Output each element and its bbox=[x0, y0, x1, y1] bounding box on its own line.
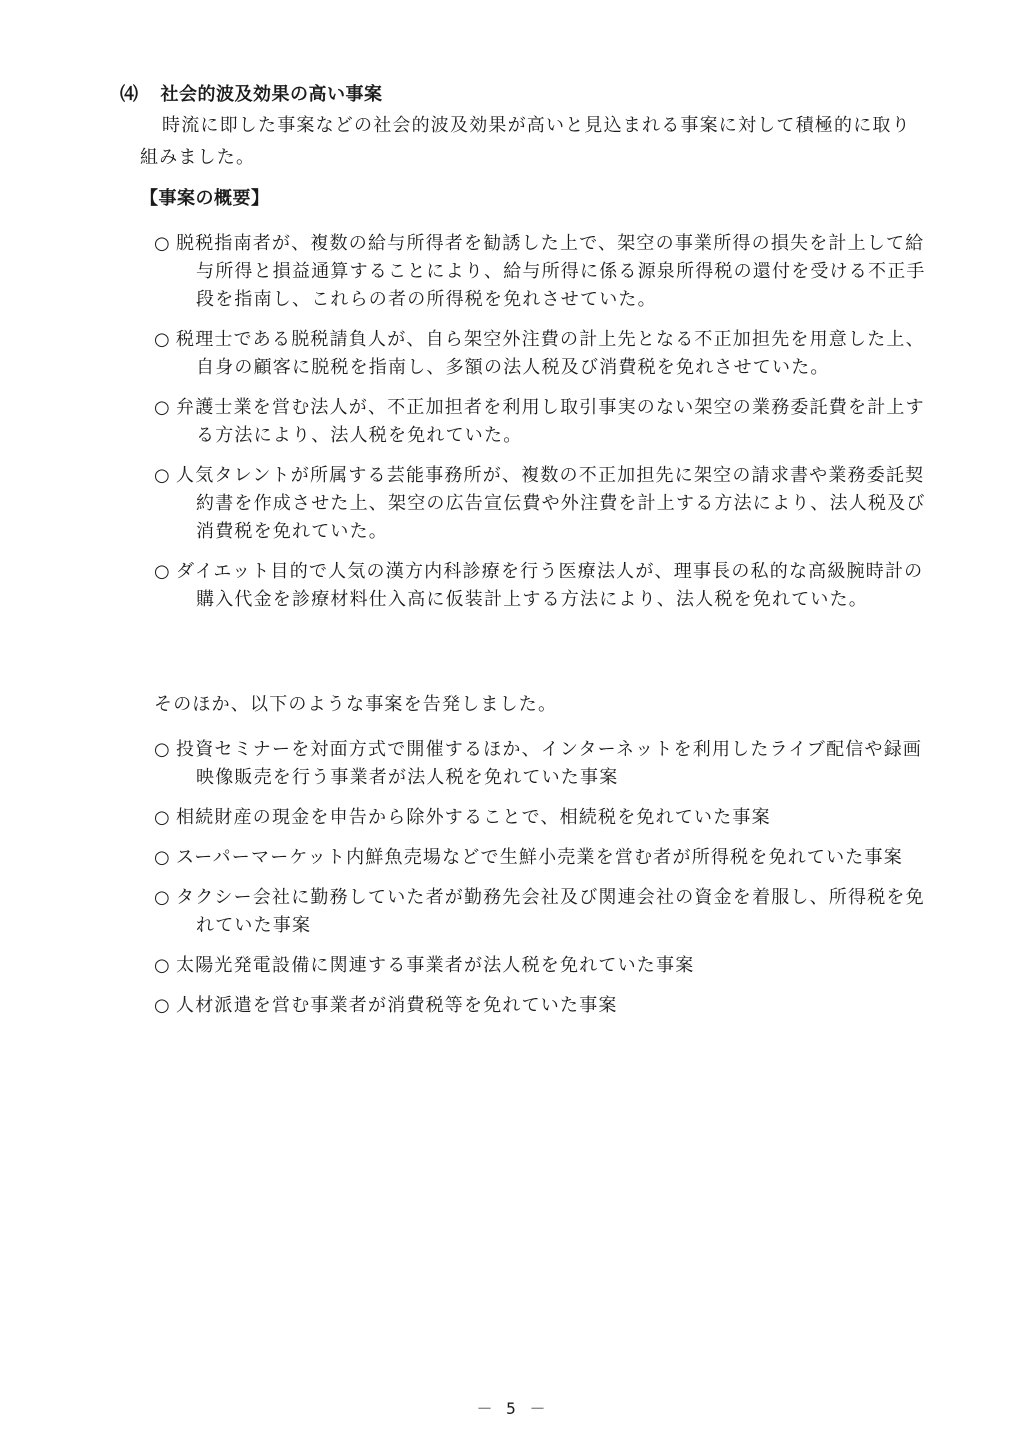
section-title: 社会的波及効果の高い事案 bbox=[160, 84, 383, 105]
list-item bbox=[154, 462, 926, 546]
bullet-circle: ○ bbox=[154, 329, 171, 350]
list-item-text: ダイエット目的で人気の漢方内科診療を行う医療法人が、理事長の私的な高級腕時計の購入代金を診療材料仕入高に仮装計上する方法により、法人税を免れていた。 bbox=[176, 561, 924, 610]
list-item bbox=[154, 736, 926, 792]
list-item-text: スーパーマーケット内鮮魚売場などで生鮮小売業を営む者が所得税を免れていた事案 bbox=[176, 847, 903, 868]
list-item bbox=[154, 884, 926, 940]
bullet-circle: ○ bbox=[154, 397, 171, 418]
bullet-circle: ○ bbox=[154, 847, 171, 868]
bullet-circle: ○ bbox=[154, 887, 171, 908]
overview-list bbox=[154, 230, 926, 626]
section-intro: 時流に即した事案などの社会的波及効果が高いと見込まれる事案に対して積極的に取り組みました。 bbox=[140, 115, 911, 168]
list-item-text: 弁護士業を営む法人が、不正加担者を利用し取引事実のない架空の業務委託費を計上する方法により、法人税を免れていた。 bbox=[176, 397, 925, 446]
list-item-text: 相続財産の現金を申告から除外することで、相続税を免れていた事案 bbox=[176, 807, 771, 828]
list-item bbox=[154, 326, 926, 382]
list-item bbox=[154, 992, 926, 1020]
list-item-text: 人材派遣を営む事業者が消費税等を免れていた事案 bbox=[176, 995, 618, 1016]
section-number: ⑷ bbox=[120, 84, 139, 105]
bullet-circle: ○ bbox=[154, 807, 171, 828]
bullet-circle: ○ bbox=[154, 955, 171, 976]
list-item-text: 脱税指南者が、複数の給与所得者を勧誘した上で、架空の事業所得の損失を計上して給与所得と損益通算することにより、給与所得に係る源泉所得税の還付を受ける不正手段を指南し、これらの者の所得税を免れさせていた。 bbox=[176, 233, 926, 310]
list-item bbox=[154, 844, 926, 872]
list-item bbox=[154, 394, 926, 450]
other-cases-list bbox=[154, 736, 926, 1032]
bullet-circle: ○ bbox=[154, 995, 171, 1016]
list-item-text: 投資セミナーを対面方式で開催するほか、インターネットを利用したライブ配信や録画映像販売を行う事業者が法人税を免れていた事案 bbox=[176, 739, 923, 788]
list-item-text: 人気タレントが所属する芸能事務所が、複数の不正加担先に架空の請求書や業務委託契約書を作成させた上、架空の広告宣伝費や外注費を計上する方法により、法人税及び消費税を免れていた。 bbox=[176, 465, 926, 542]
list-item-text: タクシー会社に勤務していた者が勤務先会社及び関連会社の資金を着服し、所得税を免れていた事案 bbox=[176, 887, 925, 936]
list-item bbox=[154, 230, 926, 314]
bullet-circle: ○ bbox=[154, 561, 171, 582]
bullet-circle: ○ bbox=[154, 739, 171, 760]
overview-heading: 【事案の概要】 bbox=[140, 188, 270, 209]
list-item bbox=[154, 952, 926, 980]
section-heading bbox=[120, 80, 383, 106]
list-item-text: 太陽光発電設備に関連する事業者が法人税を免れていた事案 bbox=[176, 955, 695, 976]
bullet-circle: ○ bbox=[154, 233, 171, 254]
list-item bbox=[154, 804, 926, 832]
bullet-circle: ○ bbox=[154, 465, 171, 486]
other-cases-intro: そのほか、以下のような事案を告発しました。 bbox=[154, 694, 558, 715]
list-item bbox=[154, 558, 926, 614]
list-item-text: 税理士である脱税請負人が、自ら架空外注費の計上先となる不正加担先を用意した上、自身の顧客に脱税を指南し、多額の法人税及び消費税を免れさせていた。 bbox=[176, 329, 925, 378]
page-number: － 5 － bbox=[476, 1399, 548, 1418]
